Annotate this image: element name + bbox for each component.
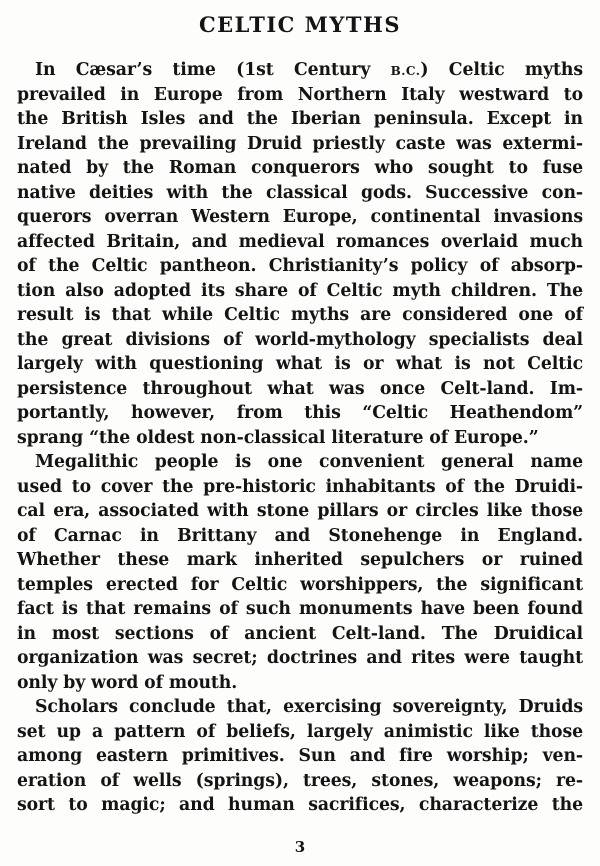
text-line: only by word of mouth. [17,672,238,693]
text-line: the great divisions of world-mythology specialists deal [17,329,583,350]
text-line: set up a pattern of beliefs, largely animistic like those [17,721,583,742]
text-line: Ireland the prevailing Druid priestly caste was extermi- [17,133,583,154]
text-line: prevailed in Europe from Northern Italy westward to [17,84,583,105]
text-line: querors overran Western Europe, continental invasions [17,207,583,227]
text-line: fact is that remains of such monuments have been found [17,599,583,619]
text-line: organization was secret; doctrines and rites were taught [17,648,583,668]
text-line: nated by the Roman conquerors who sought to fuse [17,158,583,178]
page-number: 3 [294,838,306,856]
text-line: of the Celtic pantheon. Christianity’s policy of absorp- [17,256,583,276]
text-line: native deities with the classical gods. Successive con- [17,182,583,203]
text-line: Whether these mark inherited sepulchers or ruined [17,550,583,570]
body-text [17,58,583,818]
text-line: of Carnac in Brittany and Stonehenge in England. [17,525,583,546]
text-line: portantly, however, from this “Celtic Heathendom” [17,403,583,423]
text-line: largely with questioning what is or what is not Celtic [17,354,583,374]
text-line: persistence throughout what was once Celt-land. Im- [17,378,583,399]
text-line: result is that while Celtic myths are considered one of [17,305,583,325]
text-line: eration of wells (springs), trees, stones, weapons; re- [17,770,583,791]
text-line: affected Britain, and medieval romances overlaid much [17,231,583,252]
text-line: In Cæsar’s time (1st Century B.C.) Celtic myths [35,60,584,80]
text-line: sort to magic; and human sacrifices, characterize the [17,795,583,815]
text-line: temples erected for Celtic worshippers, the significant [17,574,583,595]
text-line: tion also adopted its share of Celtic myth children. The [17,280,583,301]
text-line: Megalithic people is one convenient general name [35,452,583,472]
text-line: used to cover the pre-historic inhabitants of the Druidi- [17,476,583,497]
page-title: CELTIC MYTHS [198,12,402,37]
text-line: the British Isles and the Iberian peninsula. Except in [17,109,583,129]
text-line: in most sections of ancient Celt-land. The Druidical [17,623,583,644]
text-line: cal era, associated with stone pillars or circles like those [17,501,583,521]
text-line: sprang “the oldest non-classical literature of Europe.” [17,427,539,448]
text-line: Scholars conclude that, exercising sovereignty, Druids [35,697,583,717]
text-line: among eastern primitives. Sun and fire worship; ven- [17,746,583,766]
